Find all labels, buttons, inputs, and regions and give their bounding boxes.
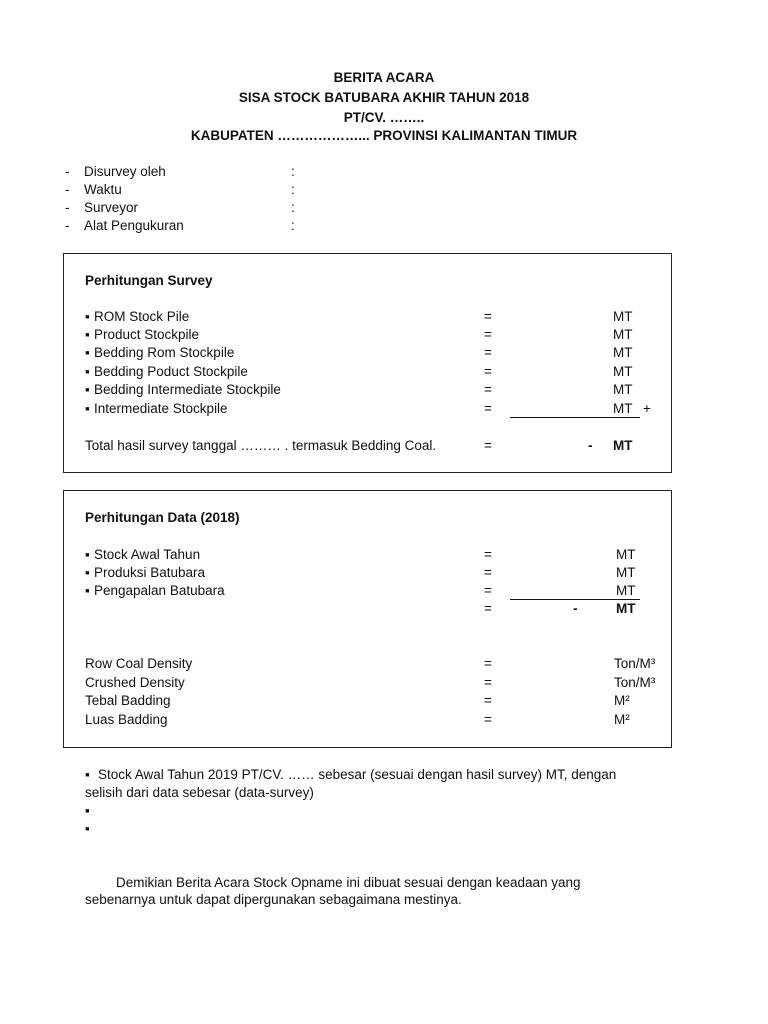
survey-total-value: - <box>588 438 593 453</box>
equals-sign: = <box>484 382 492 397</box>
param-label: Row Coal Density <box>85 656 193 671</box>
doc-title: BERITA ACARA <box>333 70 435 85</box>
unit-label: MT <box>616 565 636 580</box>
equals-sign: = <box>484 601 492 616</box>
survey-title: Perhitungan Survey <box>85 273 213 288</box>
sum-rule <box>510 417 640 418</box>
unit-label: MT <box>613 345 633 360</box>
param-unit: Ton/M³ <box>614 656 656 671</box>
data-item-label: Produksi Batubara <box>94 565 206 580</box>
equals-sign: = <box>484 438 492 453</box>
unit-label: MT <box>613 401 633 416</box>
survey-item <box>85 401 228 416</box>
param-unit: M² <box>614 712 630 727</box>
bullet-icon: ▪ <box>85 401 90 416</box>
param-unit: Ton/M³ <box>614 675 656 690</box>
survey-item-label: Bedding Poduct Stockpile <box>94 364 248 379</box>
bullet-icon: ▪ <box>85 382 90 397</box>
closing-line: sebenarnya untuk dapat dipergunakan sebagaimana mestinya. <box>85 892 462 907</box>
equals-sign: = <box>484 565 492 580</box>
survey-item-label: Bedding Rom Stockpile <box>94 345 235 360</box>
bullet-icon: ▪ <box>85 345 90 360</box>
bullet-icon: ▪ <box>85 767 90 782</box>
unit-label: MT <box>613 382 633 397</box>
info-colon: : <box>291 182 295 197</box>
equals-sign: = <box>484 693 492 708</box>
sum-rule <box>510 599 640 600</box>
equals-sign: = <box>484 712 492 727</box>
equals-sign: = <box>484 583 492 598</box>
unit-label: MT <box>613 327 633 342</box>
survey-item <box>85 364 248 379</box>
info-colon: : <box>291 200 295 215</box>
equals-sign: = <box>484 675 492 690</box>
region-line: KABUPATEN ………………... PROVINSI KALIMANTAN TIMUR <box>190 128 578 143</box>
param-label: Luas Badding <box>85 712 168 727</box>
unit-label: MT <box>613 364 633 379</box>
bullet-icon: ▪ <box>85 547 90 562</box>
equals-sign: = <box>484 401 492 416</box>
info-dash: - <box>65 218 70 233</box>
survey-item-label: ROM Stock Pile <box>94 309 190 324</box>
info-label-waktu: Waktu <box>84 182 122 197</box>
equals-sign: = <box>484 364 492 379</box>
plus-sign: + <box>643 401 651 416</box>
survey-item-label: Intermediate Stockpile <box>94 401 228 416</box>
data-title: Perhitungan Data (2018) <box>85 510 240 525</box>
param-unit: M² <box>614 693 630 708</box>
data-box <box>63 490 672 748</box>
survey-item <box>85 309 189 324</box>
info-colon: : <box>291 218 295 233</box>
company-line: PT/CV. …….. <box>343 110 425 125</box>
survey-total-unit: MT <box>613 438 633 453</box>
data-item-label: Stock Awal Tahun <box>94 547 201 562</box>
note-text: Stock Awal Tahun 2019 PT/CV. …… sebesar (sesuai dengan hasil survey) MT, dengan <box>98 767 617 782</box>
param-label: Tebal Badding <box>85 693 171 708</box>
bullet-icon: ▪ <box>85 364 90 379</box>
equals-sign: = <box>484 309 492 324</box>
unit-label: MT <box>616 547 636 562</box>
empty-bullet-icon: ▪ <box>85 803 90 818</box>
empty-bullet-icon: ▪ <box>85 821 90 836</box>
data-total-value: - <box>573 601 578 616</box>
data-item-label: Pengapalan Batubara <box>94 583 225 598</box>
unit-label: MT <box>613 309 633 324</box>
data-item <box>85 583 225 598</box>
info-label-disurvey: Disurvey oleh <box>84 164 166 179</box>
info-dash: - <box>65 164 70 179</box>
bullet-icon: ▪ <box>85 565 90 580</box>
survey-item-label: Bedding Intermediate Stockpile <box>94 382 281 397</box>
data-item <box>85 547 200 562</box>
equals-sign: = <box>484 345 492 360</box>
survey-item <box>85 382 281 397</box>
closing-line: Demikian Berita Acara Stock Opname ini dibuat sesuai dengan keadaan yang <box>116 875 581 890</box>
equals-sign: = <box>484 327 492 342</box>
equals-sign: = <box>484 547 492 562</box>
doc-subtitle: SISA STOCK BATUBARA AKHIR TAHUN 2018 <box>238 90 530 105</box>
info-colon: : <box>291 164 295 179</box>
info-label-surveyor: Surveyor <box>84 200 139 215</box>
survey-total-label: Total hasil survey tanggal ……… . termasuk Bedding Coal. <box>85 438 437 453</box>
bullet-icon: ▪ <box>85 309 90 324</box>
note-line <box>85 767 616 782</box>
bullet-icon: ▪ <box>85 327 90 342</box>
unit-label: MT <box>616 583 636 598</box>
data-item <box>85 565 205 580</box>
note-continuation: selisih dari data sebesar (data-survey) <box>85 785 314 800</box>
info-label-alat: Alat Pengukuran <box>84 218 184 233</box>
survey-item <box>85 345 234 360</box>
data-total-unit: MT <box>616 601 636 616</box>
equals-sign: = <box>484 656 492 671</box>
info-dash: - <box>65 182 70 197</box>
info-dash: - <box>65 200 70 215</box>
survey-item-label: Product Stockpile <box>94 327 200 342</box>
bullet-icon: ▪ <box>85 583 90 598</box>
survey-item <box>85 327 199 342</box>
param-label: Crushed Density <box>85 675 185 690</box>
